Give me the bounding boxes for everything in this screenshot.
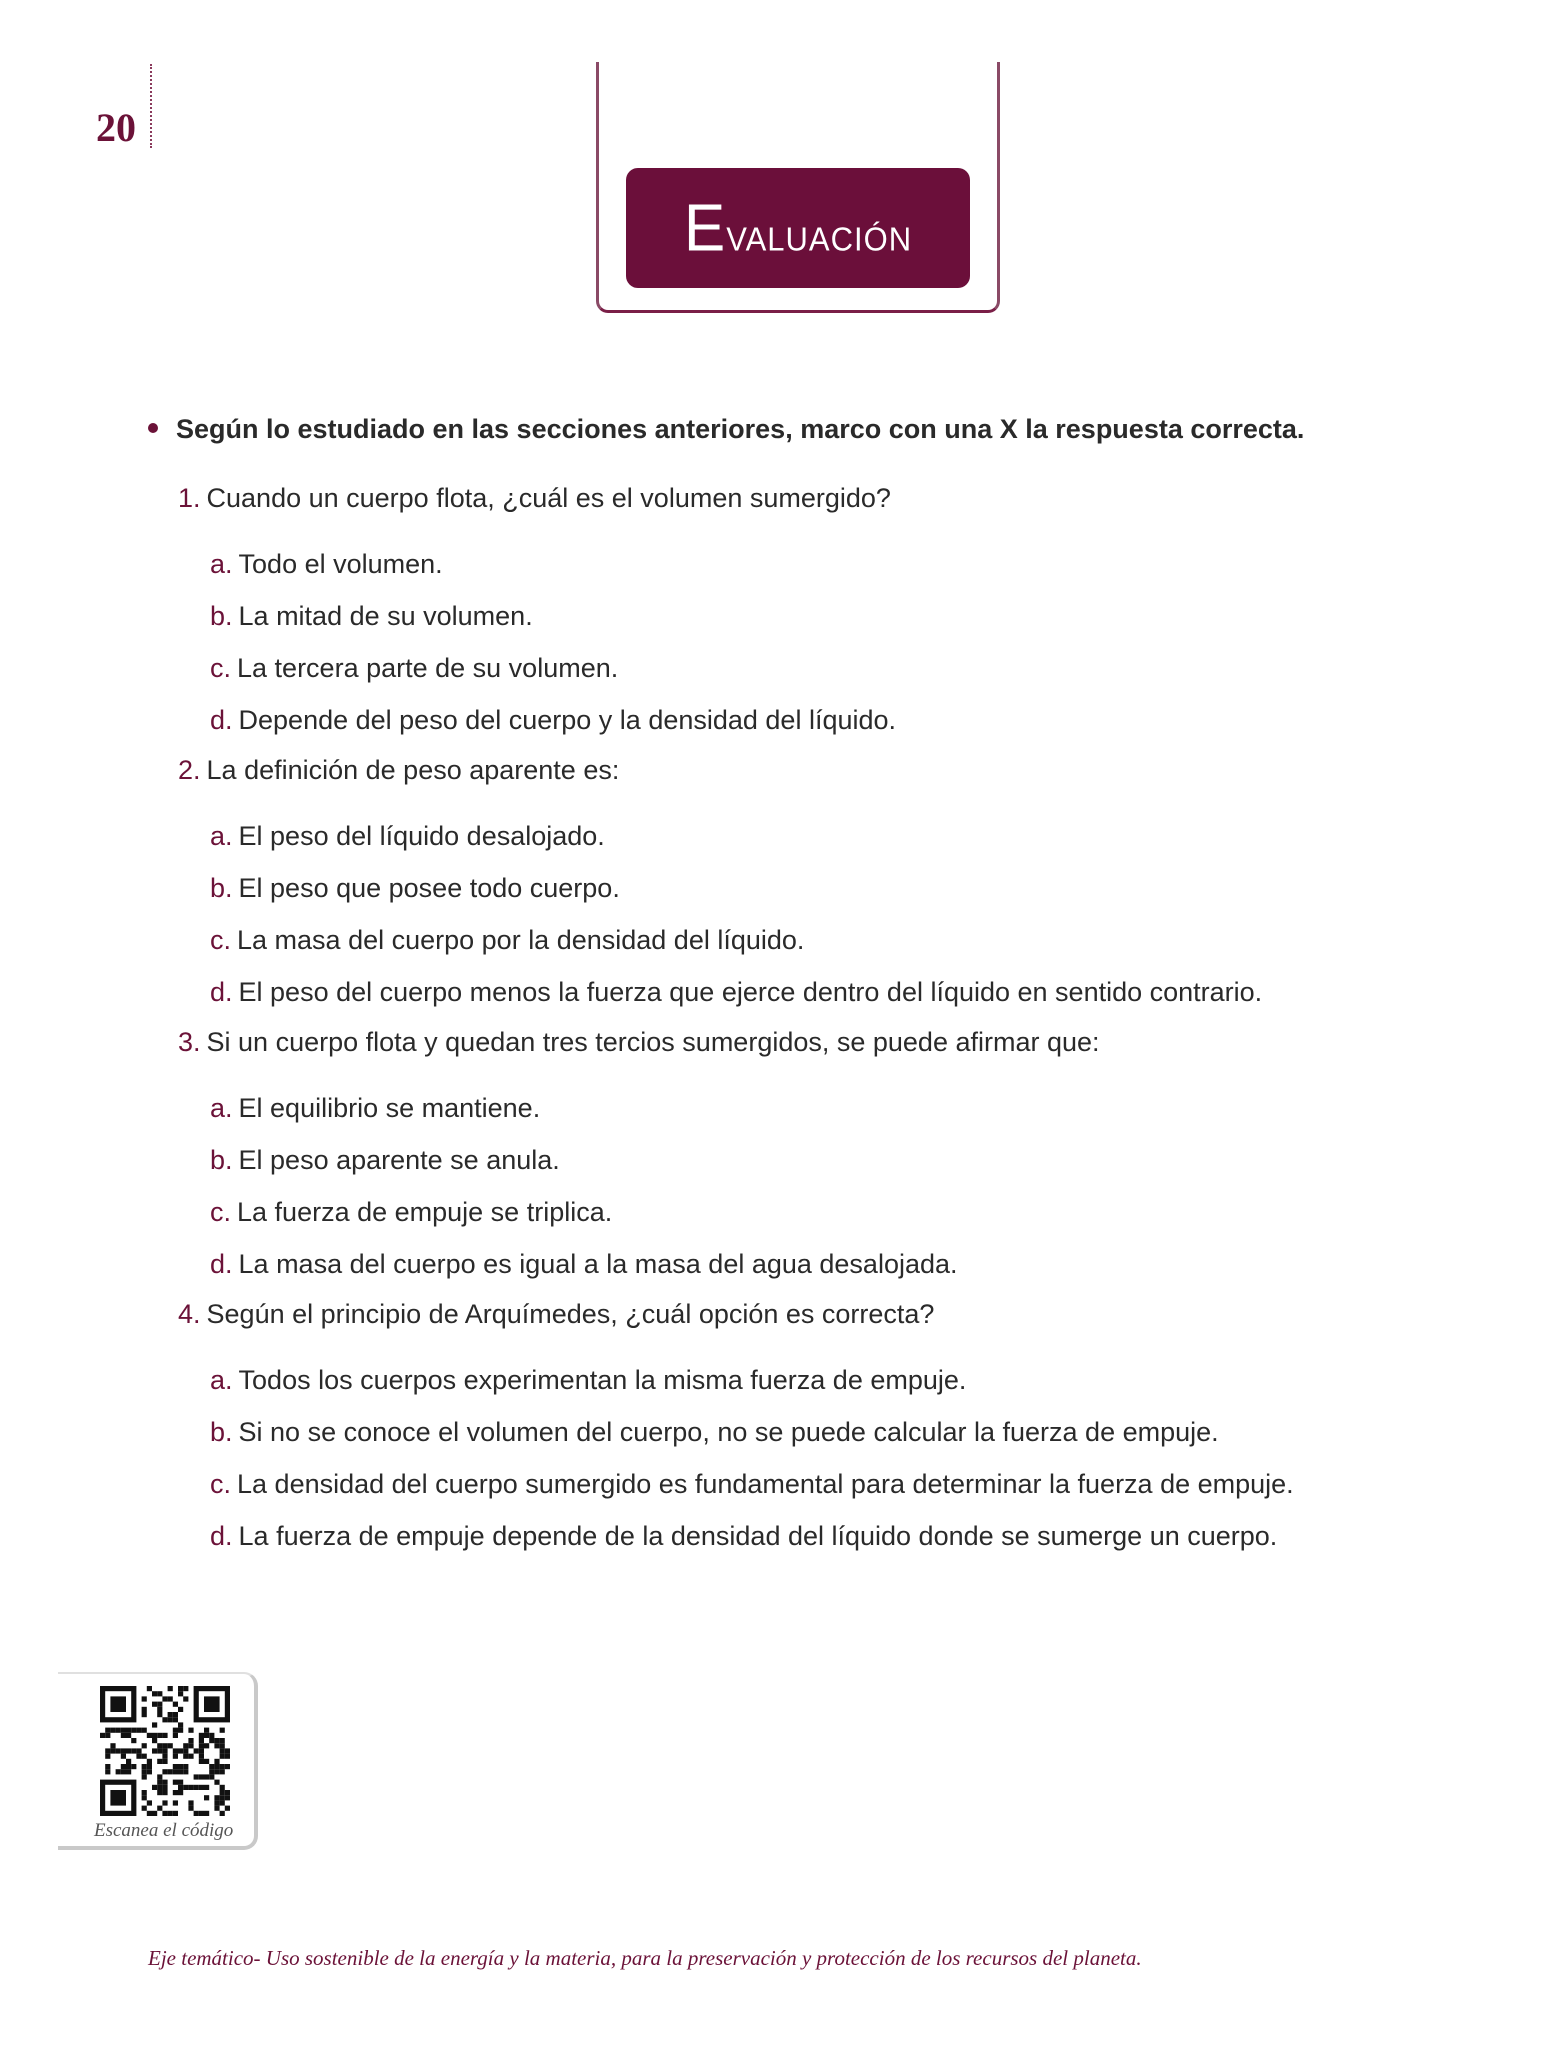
answer-option[interactable] — [210, 922, 1418, 958]
option-letter: b. — [210, 1417, 233, 1447]
option-list — [210, 546, 1418, 738]
qr-caption: Escanea el código — [94, 1820, 234, 1841]
answer-option[interactable] — [210, 870, 1418, 906]
option-letter: c. — [210, 1469, 232, 1499]
question-label: Según el principio de Arquímedes, ¿cuál opción es correcta? — [206, 1299, 935, 1329]
option-letter: d. — [210, 1521, 233, 1551]
option-text: El equilibrio se mantiene. — [238, 1093, 541, 1123]
title-box — [626, 168, 970, 288]
option-text: Todo el volumen. — [238, 549, 443, 579]
question-number: 3. — [178, 1027, 201, 1057]
question-number: 4. — [178, 1299, 201, 1329]
page-number: 20 — [96, 105, 136, 150]
qr-card — [58, 1672, 258, 1850]
option-letter: d. — [210, 977, 233, 1007]
question-text — [178, 480, 1418, 516]
question-block — [178, 1024, 1418, 1282]
option-text: La fuerza de empuje se triplica. — [237, 1197, 613, 1227]
option-text: El peso que posee todo cuerpo. — [238, 873, 620, 903]
question-text — [178, 1296, 1418, 1332]
option-letter: b. — [210, 873, 233, 903]
answer-option[interactable] — [210, 650, 1418, 686]
question-label: Si un cuerpo flota y quedan tres tercios sumergidos, se puede afirmar que: — [206, 1027, 1100, 1057]
answer-option[interactable] — [210, 546, 1418, 582]
question-block — [178, 752, 1418, 1010]
qr-code-icon — [100, 1686, 230, 1816]
question-label: La definición de peso aparente es: — [206, 755, 620, 785]
option-letter: a. — [210, 821, 233, 851]
option-letter: d. — [210, 1249, 233, 1279]
option-text: La masa del cuerpo es igual a la masa del agua desalojada. — [238, 1249, 958, 1279]
question-text — [178, 1024, 1418, 1060]
answer-option[interactable] — [210, 702, 1418, 738]
option-letter: c. — [210, 925, 232, 955]
option-list — [210, 1090, 1418, 1282]
option-list — [210, 818, 1418, 1010]
option-list — [210, 1362, 1418, 1554]
question-text — [178, 752, 1418, 788]
question-number: 2. — [178, 755, 201, 785]
answer-option[interactable] — [210, 1414, 1418, 1450]
questions-list — [178, 480, 1418, 1570]
option-letter: d. — [210, 705, 233, 735]
option-text: La tercera parte de su volumen. — [237, 653, 619, 683]
answer-option[interactable] — [210, 1142, 1418, 1178]
option-text: La mitad de su volumen. — [238, 601, 533, 631]
option-letter: a. — [210, 1093, 233, 1123]
instruction — [148, 414, 1388, 445]
option-text: El peso aparente se anula. — [238, 1145, 560, 1175]
option-letter: a. — [210, 1365, 233, 1395]
answer-option[interactable] — [210, 1246, 1418, 1282]
answer-option[interactable] — [210, 974, 1418, 1010]
option-text: La fuerza de empuje depende de la densidad del líquido donde se sumerge un cuerpo. — [238, 1521, 1278, 1551]
footer-text: Eje temático- Uso sostenible de la energía y la materia, para la preservación y protección de los recursos del planeta. — [148, 1946, 1142, 1970]
question-label: Cuando un cuerpo flota, ¿cuál es el volumen sumergido? — [206, 483, 891, 513]
question-block — [178, 1296, 1418, 1554]
option-text: Depende del peso del cuerpo y la densidad del líquido. — [238, 705, 897, 735]
answer-option[interactable] — [210, 1090, 1418, 1126]
option-letter: a. — [210, 549, 233, 579]
answer-option[interactable] — [210, 1194, 1418, 1230]
option-letter: b. — [210, 601, 233, 631]
page-number-divider — [150, 64, 152, 148]
option-letter: c. — [210, 1197, 232, 1227]
answer-option[interactable] — [210, 1362, 1418, 1398]
option-letter: c. — [210, 653, 232, 683]
option-text: La masa del cuerpo por la densidad del líquido. — [237, 925, 805, 955]
option-text: La densidad del cuerpo sumergido es fundamental para determinar la fuerza de empuje. — [237, 1469, 1294, 1499]
question-number: 1. — [178, 483, 201, 513]
bullet-icon — [148, 423, 158, 433]
answer-option[interactable] — [210, 1466, 1418, 1502]
instruction-text: Según lo estudiado en las secciones anteriores, marco con una X la respuesta correcta. — [176, 414, 1305, 444]
option-text: Si no se conoce el volumen del cuerpo, no se puede calcular la fuerza de empuje. — [238, 1417, 1219, 1447]
option-text: El peso del cuerpo menos la fuerza que ejerce dentro del líquido en sentido contrario. — [238, 977, 1263, 1007]
option-text: Todos los cuerpos experimentan la misma fuerza de empuje. — [238, 1365, 967, 1395]
question-block — [178, 480, 1418, 738]
page-title: Evaluación — [683, 190, 913, 266]
option-text: El peso del líquido desalojado. — [238, 821, 605, 851]
answer-option[interactable] — [210, 598, 1418, 634]
option-letter: b. — [210, 1145, 233, 1175]
answer-option[interactable] — [210, 1518, 1418, 1554]
answer-option[interactable] — [210, 818, 1418, 854]
